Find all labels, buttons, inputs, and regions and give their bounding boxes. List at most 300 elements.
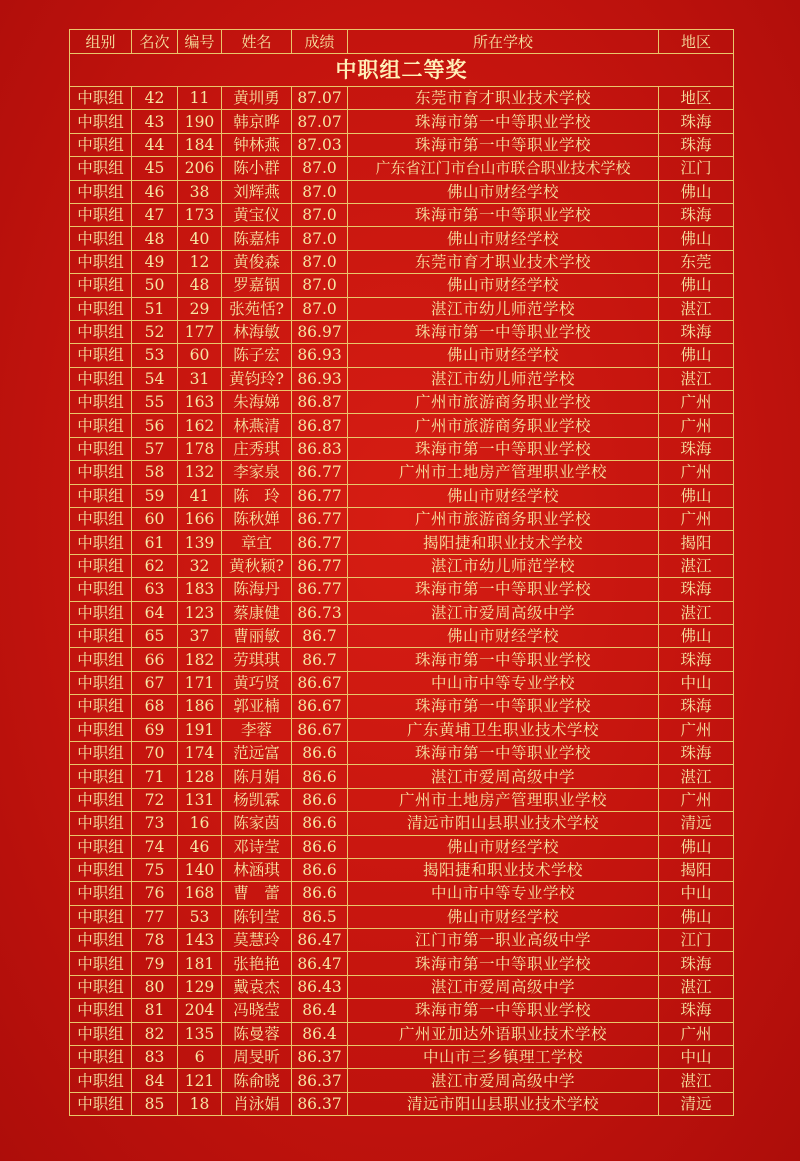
cell-number: 186: [178, 695, 222, 718]
table-row: [70, 788, 734, 811]
cell-rank: 52: [132, 320, 178, 343]
cell-score: 86.37: [292, 1046, 348, 1069]
cell-number: 143: [178, 929, 222, 952]
cell-rank: 73: [132, 812, 178, 835]
cell-score: 87.0: [292, 157, 348, 180]
cell-group: 中职组: [70, 1022, 132, 1045]
table-row: [70, 624, 734, 647]
cell-region: 佛山: [659, 274, 734, 297]
table-row: [70, 250, 734, 273]
cell-number: 163: [178, 391, 222, 414]
cell-number: 121: [178, 1069, 222, 1092]
table-row: [70, 367, 734, 390]
cell-number: 191: [178, 718, 222, 741]
cell-group: 中职组: [70, 1092, 132, 1115]
cell-rank: 77: [132, 905, 178, 928]
cell-score: 86.97: [292, 320, 348, 343]
table-row: [70, 110, 734, 133]
cell-number: 181: [178, 952, 222, 975]
table-row: [70, 274, 734, 297]
cell-region: 清远: [659, 812, 734, 835]
table-row: [70, 835, 734, 858]
table-body: [70, 54, 734, 1116]
cell-score: 87.0: [292, 203, 348, 226]
header-name: 姓名: [222, 30, 292, 54]
cell-region: 佛山: [659, 484, 734, 507]
cell-rank: 62: [132, 554, 178, 577]
cell-number: 132: [178, 461, 222, 484]
cell-group: 中职组: [70, 671, 132, 694]
cell-group: 中职组: [70, 601, 132, 624]
cell-name: 庄秀琪: [222, 437, 292, 460]
cell-name: 肖泳娟: [222, 1092, 292, 1115]
cell-rank: 76: [132, 882, 178, 905]
table-row: [70, 648, 734, 671]
table-row: [70, 227, 734, 250]
cell-name: 林燕清: [222, 414, 292, 437]
cell-region: 珠海: [659, 110, 734, 133]
cell-number: 135: [178, 1022, 222, 1045]
cell-region: 珠海: [659, 999, 734, 1022]
table-row: [70, 297, 734, 320]
cell-region: 湛江: [659, 297, 734, 320]
cell-name: 黄秋颖?: [222, 554, 292, 577]
cell-score: 86.67: [292, 671, 348, 694]
cell-number: 184: [178, 133, 222, 156]
cell-name: 张苑恬?: [222, 297, 292, 320]
cell-name: 曹丽敏: [222, 624, 292, 647]
table-row: [70, 718, 734, 741]
cell-score: 87.07: [292, 110, 348, 133]
cell-school: 湛江市爱周高级中学: [348, 765, 659, 788]
cell-region: 湛江: [659, 1069, 734, 1092]
cell-name: 韩京晔: [222, 110, 292, 133]
cell-name: 曹 蕾: [222, 882, 292, 905]
cell-rank: 67: [132, 671, 178, 694]
cell-name: 冯晓莹: [222, 999, 292, 1022]
cell-score: 86.77: [292, 508, 348, 531]
section-title: 中职组二等奖: [70, 54, 734, 87]
cell-school: 珠海市第一中等职业学校: [348, 695, 659, 718]
cell-number: 182: [178, 648, 222, 671]
cell-school: 珠海市第一中等职业学校: [348, 437, 659, 460]
cell-group: 中职组: [70, 624, 132, 647]
cell-name: 林海敏: [222, 320, 292, 343]
table-row: [70, 929, 734, 952]
cell-rank: 80: [132, 975, 178, 998]
cell-group: 中职组: [70, 461, 132, 484]
cell-group: 中职组: [70, 765, 132, 788]
cell-region: 中山: [659, 1046, 734, 1069]
cell-region: 珠海: [659, 952, 734, 975]
cell-score: 86.77: [292, 461, 348, 484]
cell-name: 朱海娣: [222, 391, 292, 414]
cell-score: 86.93: [292, 344, 348, 367]
cell-region: 揭阳: [659, 531, 734, 554]
cell-number: 18: [178, 1092, 222, 1115]
cell-school: 湛江市幼儿师范学校: [348, 297, 659, 320]
table-row: [70, 554, 734, 577]
cell-number: 32: [178, 554, 222, 577]
cell-region: 珠海: [659, 133, 734, 156]
cell-number: 6: [178, 1046, 222, 1069]
cell-group: 中职组: [70, 227, 132, 250]
cell-region: 珠海: [659, 437, 734, 460]
cell-school: 佛山市财经学校: [348, 835, 659, 858]
cell-name: 范远富: [222, 741, 292, 764]
cell-score: 87.0: [292, 274, 348, 297]
cell-number: 177: [178, 320, 222, 343]
cell-group: 中职组: [70, 391, 132, 414]
table-row: [70, 999, 734, 1022]
table-row: [70, 508, 734, 531]
cell-group: 中职组: [70, 999, 132, 1022]
cell-region: 广州: [659, 718, 734, 741]
cell-school: 珠海市第一中等职业学校: [348, 741, 659, 764]
cell-name: 陈秋婵: [222, 508, 292, 531]
cell-rank: 70: [132, 741, 178, 764]
cell-group: 中职组: [70, 812, 132, 835]
cell-name: 陈月娟: [222, 765, 292, 788]
cell-school: 中山市三乡镇理工学校: [348, 1046, 659, 1069]
cell-school: 清远市阳山县职业技术学校: [348, 812, 659, 835]
table-row: [70, 741, 734, 764]
table-row: [70, 133, 734, 156]
cell-score: 86.87: [292, 391, 348, 414]
cell-school: 广州市土地房产管理职业学校: [348, 461, 659, 484]
cell-number: 139: [178, 531, 222, 554]
cell-name: 林涵琪: [222, 858, 292, 881]
cell-number: 29: [178, 297, 222, 320]
cell-rank: 42: [132, 87, 178, 110]
cell-score: 86.4: [292, 1022, 348, 1045]
cell-rank: 83: [132, 1046, 178, 1069]
cell-rank: 60: [132, 508, 178, 531]
cell-group: 中职组: [70, 110, 132, 133]
cell-group: 中职组: [70, 414, 132, 437]
cell-name: 李蓉: [222, 718, 292, 741]
cell-score: 86.77: [292, 554, 348, 577]
cell-name: 戴袁杰: [222, 975, 292, 998]
cell-school: 佛山市财经学校: [348, 180, 659, 203]
cell-school: 佛山市财经学校: [348, 227, 659, 250]
cell-region: 广州: [659, 414, 734, 437]
cell-school: 湛江市爱周高级中学: [348, 1069, 659, 1092]
table-row: [70, 87, 734, 110]
cell-group: 中职组: [70, 297, 132, 320]
cell-school: 湛江市爱周高级中学: [348, 975, 659, 998]
cell-region: 湛江: [659, 601, 734, 624]
cell-school: 中山市中等专业学校: [348, 882, 659, 905]
cell-number: 174: [178, 741, 222, 764]
cell-number: 37: [178, 624, 222, 647]
cell-rank: 85: [132, 1092, 178, 1115]
cell-region: 珠海: [659, 203, 734, 226]
header-school: 所在学校: [348, 30, 659, 54]
cell-school: 佛山市财经学校: [348, 624, 659, 647]
cell-score: 86.4: [292, 999, 348, 1022]
cell-school: 广东黄埔卫生职业技术学校: [348, 718, 659, 741]
cell-school: 清远市阳山县职业技术学校: [348, 1092, 659, 1115]
cell-school: 佛山市财经学校: [348, 274, 659, 297]
cell-number: 53: [178, 905, 222, 928]
cell-name: 周旻昕: [222, 1046, 292, 1069]
cell-school: 江门市第一职业高级中学: [348, 929, 659, 952]
cell-score: 86.77: [292, 484, 348, 507]
cell-rank: 84: [132, 1069, 178, 1092]
cell-region: 广州: [659, 1022, 734, 1045]
cell-name: 郭亚楠: [222, 695, 292, 718]
cell-school: 广州亚加达外语职业技术学校: [348, 1022, 659, 1045]
table-row: [70, 180, 734, 203]
cell-group: 中职组: [70, 975, 132, 998]
cell-number: 131: [178, 788, 222, 811]
cell-group: 中职组: [70, 858, 132, 881]
cell-name: 张艳艳: [222, 952, 292, 975]
cell-region: 江门: [659, 929, 734, 952]
cell-group: 中职组: [70, 741, 132, 764]
cell-name: 李家泉: [222, 461, 292, 484]
cell-region: 清远: [659, 1092, 734, 1115]
cell-school: 珠海市第一中等职业学校: [348, 999, 659, 1022]
cell-number: 123: [178, 601, 222, 624]
table-row: [70, 203, 734, 226]
cell-number: 171: [178, 671, 222, 694]
cell-name: 章宜: [222, 531, 292, 554]
cell-rank: 59: [132, 484, 178, 507]
cell-name: 莫慧玲: [222, 929, 292, 952]
cell-school: 珠海市第一中等职业学校: [348, 648, 659, 671]
cell-number: 48: [178, 274, 222, 297]
cell-rank: 45: [132, 157, 178, 180]
cell-region: 湛江: [659, 765, 734, 788]
cell-name: 陈 玲: [222, 484, 292, 507]
cell-school: 东莞市育才职业技术学校: [348, 250, 659, 273]
cell-name: 黄宝仪: [222, 203, 292, 226]
header-number: 编号: [178, 30, 222, 54]
cell-score: 86.37: [292, 1069, 348, 1092]
table-row: [70, 578, 734, 601]
cell-group: 中职组: [70, 320, 132, 343]
cell-score: 86.77: [292, 531, 348, 554]
table-row: [70, 952, 734, 975]
cell-rank: 57: [132, 437, 178, 460]
cell-region: 珠海: [659, 648, 734, 671]
cell-school: 珠海市第一中等职业学校: [348, 952, 659, 975]
header-rank: 名次: [132, 30, 178, 54]
cell-school: 湛江市爱周高级中学: [348, 601, 659, 624]
header-row: [70, 30, 734, 54]
cell-group: 中职组: [70, 1069, 132, 1092]
cell-number: 60: [178, 344, 222, 367]
table-row: [70, 344, 734, 367]
cell-number: 178: [178, 437, 222, 460]
cell-region: 广州: [659, 508, 734, 531]
cell-region: 佛山: [659, 624, 734, 647]
cell-rank: 65: [132, 624, 178, 647]
table-row: [70, 531, 734, 554]
cell-group: 中职组: [70, 274, 132, 297]
cell-group: 中职组: [70, 1046, 132, 1069]
cell-school: 东莞市育才职业技术学校: [348, 87, 659, 110]
cell-name: 陈家茵: [222, 812, 292, 835]
cell-number: 140: [178, 858, 222, 881]
cell-name: 蔡康健: [222, 601, 292, 624]
table-row: [70, 858, 734, 881]
section-title-row: [70, 54, 734, 87]
cell-group: 中职组: [70, 87, 132, 110]
cell-group: 中职组: [70, 882, 132, 905]
cell-score: 86.6: [292, 835, 348, 858]
cell-name: 陈小群: [222, 157, 292, 180]
cell-group: 中职组: [70, 531, 132, 554]
cell-rank: 53: [132, 344, 178, 367]
cell-rank: 43: [132, 110, 178, 133]
cell-rank: 69: [132, 718, 178, 741]
cell-group: 中职组: [70, 133, 132, 156]
cell-group: 中职组: [70, 648, 132, 671]
table-row: [70, 484, 734, 507]
cell-rank: 61: [132, 531, 178, 554]
cell-score: 86.6: [292, 741, 348, 764]
cell-group: 中职组: [70, 367, 132, 390]
cell-score: 86.7: [292, 624, 348, 647]
table-row: [70, 905, 734, 928]
cell-rank: 44: [132, 133, 178, 156]
cell-score: 86.83: [292, 437, 348, 460]
cell-name: 罗嘉铟: [222, 274, 292, 297]
cell-score: 86.6: [292, 858, 348, 881]
cell-number: 183: [178, 578, 222, 601]
cell-group: 中职组: [70, 952, 132, 975]
table-row: [70, 157, 734, 180]
table-row: [70, 882, 734, 905]
cell-number: 204: [178, 999, 222, 1022]
cell-group: 中职组: [70, 508, 132, 531]
cell-score: 86.6: [292, 765, 348, 788]
cell-school: 珠海市第一中等职业学校: [348, 133, 659, 156]
cell-region: 珠海: [659, 741, 734, 764]
cell-group: 中职组: [70, 157, 132, 180]
cell-group: 中职组: [70, 180, 132, 203]
cell-name: 劳琪琪: [222, 648, 292, 671]
cell-name: 黄钧玲?: [222, 367, 292, 390]
cell-group: 中职组: [70, 835, 132, 858]
cell-school: 广州市旅游商务职业学校: [348, 391, 659, 414]
cell-group: 中职组: [70, 250, 132, 273]
cell-score: 87.0: [292, 180, 348, 203]
cell-group: 中职组: [70, 905, 132, 928]
cell-rank: 49: [132, 250, 178, 273]
cell-school: 湛江市幼儿师范学校: [348, 367, 659, 390]
cell-number: 16: [178, 812, 222, 835]
cell-number: 162: [178, 414, 222, 437]
cell-group: 中职组: [70, 788, 132, 811]
cell-rank: 72: [132, 788, 178, 811]
table-row: [70, 1022, 734, 1045]
cell-score: 86.5: [292, 905, 348, 928]
table-row: [70, 320, 734, 343]
results-table: [69, 29, 734, 1116]
cell-score: 86.6: [292, 882, 348, 905]
cell-number: 11: [178, 87, 222, 110]
cell-rank: 48: [132, 227, 178, 250]
table-row: [70, 601, 734, 624]
cell-rank: 54: [132, 367, 178, 390]
cell-rank: 68: [132, 695, 178, 718]
cell-region: 广州: [659, 788, 734, 811]
table-row: [70, 461, 734, 484]
cell-school: 中山市中等专业学校: [348, 671, 659, 694]
cell-region: 揭阳: [659, 858, 734, 881]
cell-region: 广州: [659, 461, 734, 484]
cell-region: 佛山: [659, 344, 734, 367]
cell-score: 86.7: [292, 648, 348, 671]
cell-region: 佛山: [659, 835, 734, 858]
table-row: [70, 765, 734, 788]
cell-region: 湛江: [659, 975, 734, 998]
cell-score: 87.07: [292, 87, 348, 110]
cell-score: 86.93: [292, 367, 348, 390]
cell-score: 86.67: [292, 718, 348, 741]
cell-group: 中职组: [70, 578, 132, 601]
cell-school: 佛山市财经学校: [348, 484, 659, 507]
cell-rank: 74: [132, 835, 178, 858]
cell-rank: 82: [132, 1022, 178, 1045]
cell-name: 黄圳勇: [222, 87, 292, 110]
cell-number: 12: [178, 250, 222, 273]
cell-score: 86.43: [292, 975, 348, 998]
cell-school: 珠海市第一中等职业学校: [348, 203, 659, 226]
cell-rank: 81: [132, 999, 178, 1022]
table-row: [70, 437, 734, 460]
cell-region: 珠海: [659, 695, 734, 718]
cell-school: 揭阳捷和职业技术学校: [348, 531, 659, 554]
cell-rank: 64: [132, 601, 178, 624]
results-sheet: [69, 29, 733, 1116]
cell-rank: 71: [132, 765, 178, 788]
cell-group: 中职组: [70, 718, 132, 741]
cell-number: 206: [178, 157, 222, 180]
cell-number: 166: [178, 508, 222, 531]
cell-group: 中职组: [70, 929, 132, 952]
cell-score: 86.6: [292, 812, 348, 835]
cell-group: 中职组: [70, 554, 132, 577]
cell-score: 86.67: [292, 695, 348, 718]
cell-score: 86.47: [292, 929, 348, 952]
header-region: 地区: [659, 30, 734, 54]
cell-school: 广州市旅游商务职业学校: [348, 414, 659, 437]
cell-group: 中职组: [70, 484, 132, 507]
cell-school: 广东省江门市台山市联合职业技术学校: [348, 157, 659, 180]
table-row: [70, 1069, 734, 1092]
cell-name: 陈子宏: [222, 344, 292, 367]
cell-name: 陈钊莹: [222, 905, 292, 928]
cell-rank: 47: [132, 203, 178, 226]
cell-name: 黄巧贤: [222, 671, 292, 694]
cell-name: 陈曼蓉: [222, 1022, 292, 1045]
cell-region: 佛山: [659, 905, 734, 928]
cell-score: 87.03: [292, 133, 348, 156]
cell-group: 中职组: [70, 344, 132, 367]
cell-number: 46: [178, 835, 222, 858]
cell-school: 佛山市财经学校: [348, 905, 659, 928]
header-score: 成绩: [292, 30, 348, 54]
cell-region: 珠海: [659, 320, 734, 343]
cell-rank: 50: [132, 274, 178, 297]
cell-school: 珠海市第一中等职业学校: [348, 110, 659, 133]
cell-rank: 75: [132, 858, 178, 881]
